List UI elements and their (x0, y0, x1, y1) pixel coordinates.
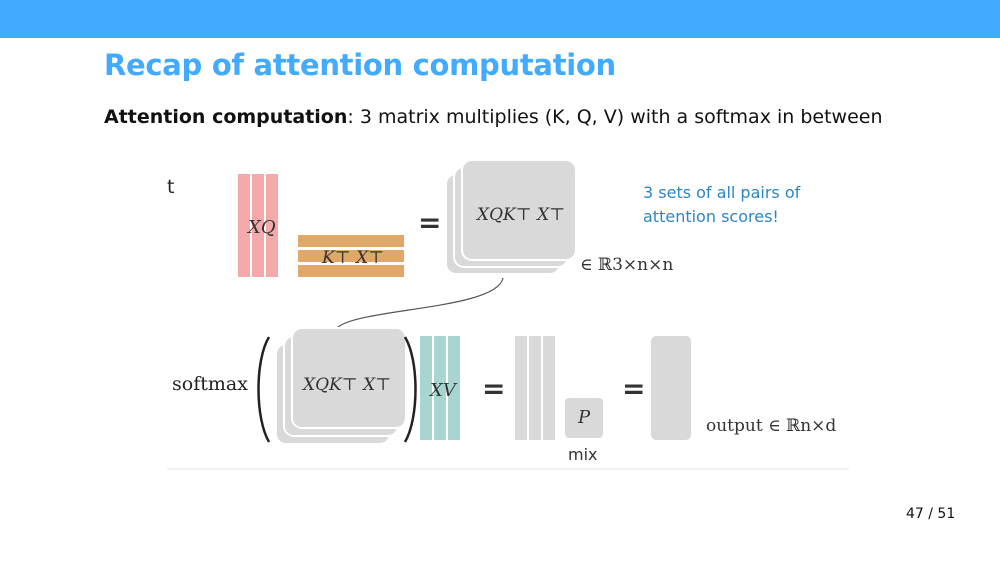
page-number: 47 / 51 (906, 506, 956, 522)
softmax-label: softmax (172, 373, 248, 395)
equals-sign-1: = (418, 206, 442, 239)
mix-column (529, 336, 541, 440)
mix-column (543, 336, 555, 440)
xv-label: XV (430, 380, 456, 401)
kx-row (298, 235, 404, 247)
mix-result (515, 336, 555, 440)
mix-column (515, 336, 527, 440)
softmax-inner-label: XQK⊤ X⊤ (303, 375, 392, 395)
subtitle-rest: : 3 matrix multiplies (K, Q, V) with a softmax in between (347, 106, 883, 128)
attention-figure (167, 160, 849, 470)
set-membership-label: ∈ ℝ3×n×n (580, 255, 674, 275)
p-label: P (578, 407, 591, 428)
output-column (651, 336, 691, 440)
output-label: output ∈ ℝn×d (706, 416, 837, 436)
mix-label: mix (568, 445, 598, 464)
corner-label: t (167, 176, 175, 198)
top-bar (0, 0, 1000, 38)
subtitle-bold: Attention computation (104, 106, 348, 128)
xq-label: XQ (248, 217, 276, 238)
equals-sign-2: = (482, 372, 506, 405)
kx-label: K⊤ X⊤ (322, 248, 385, 268)
connector-line (337, 278, 503, 328)
scores-label: XQK⊤ X⊤ (477, 205, 566, 225)
xq-matrix (238, 174, 278, 277)
slide-subtitle (104, 106, 883, 128)
xv-matrix (420, 336, 460, 440)
annotation-line-2: attention scores! (643, 207, 779, 226)
left-paren (259, 337, 270, 442)
kx-matrix (298, 235, 404, 277)
softmax-scores-stack (276, 328, 406, 444)
annotation-line-1: 3 sets of all pairs of (643, 183, 801, 202)
equals-sign-3: = (622, 372, 646, 405)
attention-diagram (167, 160, 849, 470)
slide-title: Recap of attention computation (104, 48, 616, 82)
scores-stack (446, 160, 576, 274)
